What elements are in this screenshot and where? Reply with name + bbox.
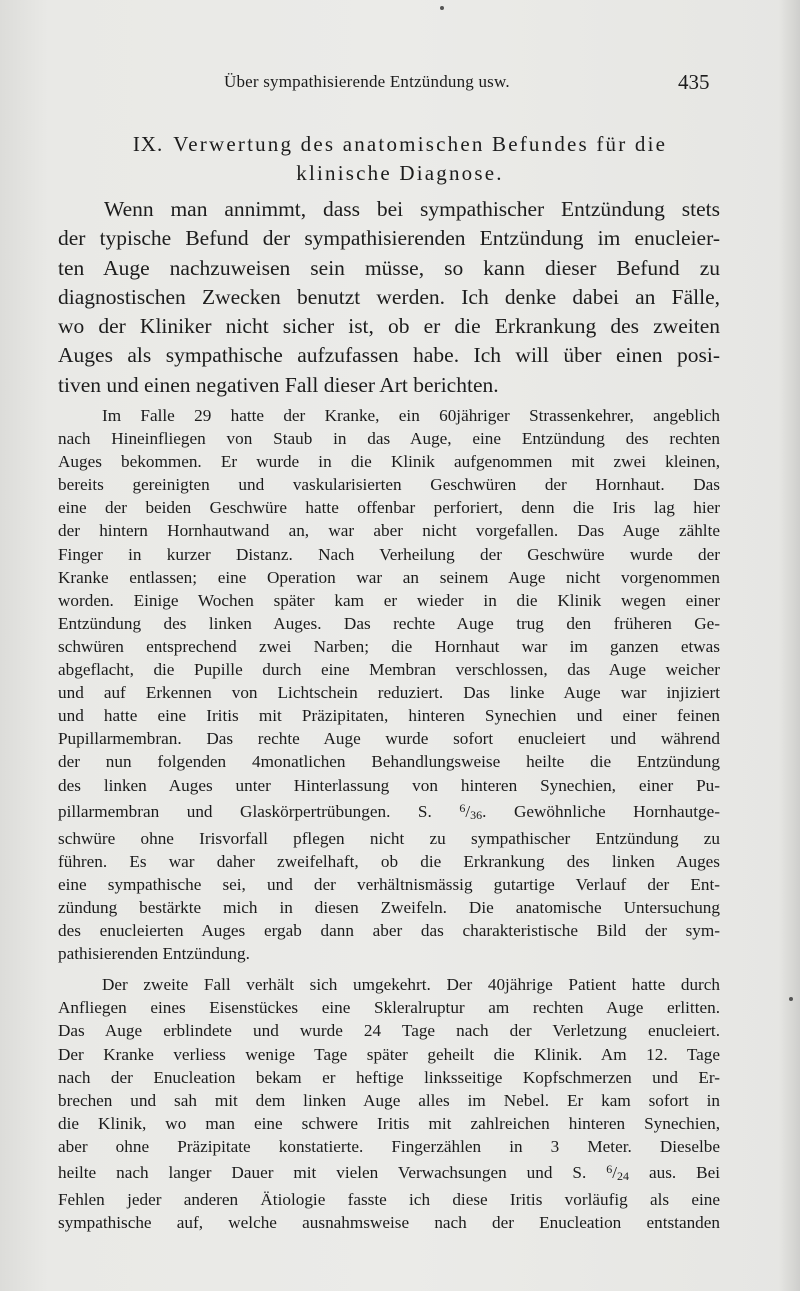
text-line: Pupillarmembran. Das rechte Auge wurde sofort enucleiert und während	[58, 729, 720, 749]
text-line: diagnostischen Zwecken benutzt werden. Ich denke dabei an Fälle,	[58, 284, 720, 309]
text-line: Im Falle 29 hatte der Kranke, ein 60jähriger Strassenkehrer, angeblich	[102, 406, 720, 425]
page-edge-shadow	[778, 0, 800, 1291]
visual-acuity-numerator: 6	[606, 1162, 613, 1176]
text-line: die Klinik, wo man eine schwere Iritis mit zahlreichen hinteren Synechien,	[58, 1113, 720, 1133]
page-header	[0, 72, 800, 98]
visual-acuity-numerator: 6	[459, 800, 466, 815]
text-line: bereits gereinigten und vaskularisierten Geschwüren der Hornhaut. Das	[58, 475, 720, 495]
text-line: des linken Auges unter Hinterlassung von hinteren Synechien, einer Pu-	[58, 775, 720, 795]
text-line: eine sympathische sei, und der verhältnismässig gutartige Verlauf der Ent-	[58, 874, 720, 894]
text-line: Kranke entlassen; eine Operation war an seinem Auge nicht vorgenommen	[58, 567, 720, 587]
text-line: Anfliegen eines Eisenstückes eine Skleralruptur am rechten Auge erlitten.	[58, 998, 720, 1018]
text-line: Der Kranke verliess wenige Tage später geheilt die Klinik. Am 12. Tage	[58, 1044, 720, 1064]
case-reports	[58, 404, 720, 1234]
text-line: Entzündung des linken Auges. Das rechte Auge trug den früheren Ge-	[58, 613, 720, 633]
text-line: der hintern Hornhautwand an, war aber nicht vorgefallen. Das Auge zählte	[58, 521, 720, 541]
text-line: tiven und einen negativen Fall dieser Art berichten.	[58, 372, 499, 397]
intro-paragraph	[58, 195, 720, 400]
text-line: sympathische auf, welche ausnahmsweise nach der Enucleation entstanden	[58, 1213, 720, 1233]
text-line: schwüre ohne Irisvorfall pflegen nicht zu sympathischer Entzündung zu	[58, 828, 720, 848]
text-line: des enucleierten Auges ergab dann aber das charakteristische Bild der sym-	[58, 921, 720, 941]
visual-acuity-denominator: 24	[617, 1169, 630, 1183]
text-line: ten Auge nachzuweisen sein müsse, so kann dieser Befund zu	[58, 255, 720, 280]
page-number: 435	[678, 70, 710, 94]
text-line: der nun folgenden 4monatlichen Behandlungsweise heilte die Entzündung	[58, 752, 720, 772]
text-line: nach Hineinfliegen von Staub in das Auge, eine Entzündung des rechten	[58, 429, 720, 449]
text-line: worden. Einige Wochen später kam er wieder in die Klinik wegen einer	[58, 590, 720, 610]
text-line: pathisierenden Entzündung.	[58, 944, 250, 964]
print-speck	[440, 6, 444, 10]
text-line: Der zweite Fall verhält sich umgekehrt. Der 40jährige Patient hatte durch	[102, 975, 720, 995]
case-2-paragraph	[58, 973, 720, 1234]
visual-acuity-text-after: . Gewöhnliche Hornhautge-	[482, 801, 721, 821]
print-speck	[789, 997, 793, 1001]
running-head: Über sympathisierende Entzündung usw.	[224, 72, 510, 91]
visual-acuity-line: pillarmembran und Glaskörpertrübungen. S. $^6$/36. Gewöhnliche Hornhautge-	[58, 800, 721, 822]
text-line: führen. Es war daher zweifelhaft, ob die Erkrankung des linken Auges	[58, 851, 720, 871]
text-line: der typische Befund der sympathisierenden Entzündung im enucleier-	[58, 226, 720, 251]
text-line: wo der Kliniker nicht sicher ist, ob er die Erkrankung des zweiten	[58, 314, 720, 339]
visual-acuity-text-before: pillarmembran und Glaskörpertrübungen. S.	[58, 801, 432, 821]
text-line: Finger in kurzer Distanz. Nach Verheilung der Geschwüre wurde der	[58, 544, 720, 564]
text-line: zündung bestärkte mich in diesen Zweifeln. Die anatomische Untersuchung	[58, 897, 720, 917]
section-heading	[60, 130, 740, 188]
text-line: Das Auge erblindete und wurde 24 Tage nach der Verletzung enucleiert.	[58, 1021, 720, 1041]
text-line: Auges als sympathische aufzufassen habe. Ich will über einen posi-	[58, 343, 720, 368]
case-1-paragraph	[58, 404, 720, 965]
visual-acuity-line: heilte nach langer Dauer mit vielen Verwachsungen und S. $^6$/24 aus. Bei	[58, 1162, 721, 1183]
visual-acuity-text-before: heilte nach langer Dauer mit vielen Verwachsungen und S.	[58, 1163, 587, 1182]
text-line: eine der beiden Geschwüre hatte offenbar perforiert, denn die Iris lag hier	[58, 498, 720, 518]
text-line: Wenn man annimmt, dass bei sympathischer Entzündung stets	[104, 197, 720, 221]
section-heading-line-1	[60, 130, 740, 159]
text-line: Fehlen jeder anderen Ätiologie fasste ich diese Iritis vorläufig als eine	[58, 1190, 720, 1210]
text-line: nach der Enucleation bekam er heftige linksseitige Kopfschmerzen und Er-	[58, 1067, 720, 1087]
section-numeral: IX.	[132, 132, 164, 156]
section-title-part-1: Verwertung des anatomischen Befundes für die	[173, 132, 668, 156]
text-line: abgeflacht, die Pupille durch eine Membran verschlossen, das Auge weicher	[58, 660, 720, 680]
section-title-part-2: klinische Diagnose.	[296, 161, 504, 185]
text-line: brechen und sah mit dem linken Auge alles im Nebel. Er kam sofort in	[58, 1090, 720, 1110]
text-line: Auges bekommen. Er wurde in die Klinik aufgenommen mit zwei kleinen,	[58, 452, 720, 472]
visual-acuity-denominator: 36	[470, 807, 483, 822]
visual-acuity-text-after: aus. Bei	[629, 1163, 721, 1182]
text-line: schwüren entsprechend zwei Narben; die Hornhaut war im ganzen etwas	[58, 636, 720, 656]
text-line: und auf Erkennen von Lichtschein reduziert. Das linke Auge war injiziert	[58, 683, 720, 703]
text-line: und hatte eine Iritis mit Präzipitaten, hinteren Synechien und einer feinen	[58, 706, 720, 726]
text-line: aber ohne Präzipitate konstatierte. Fingerzählen in 3 Meter. Dieselbe	[58, 1136, 720, 1156]
